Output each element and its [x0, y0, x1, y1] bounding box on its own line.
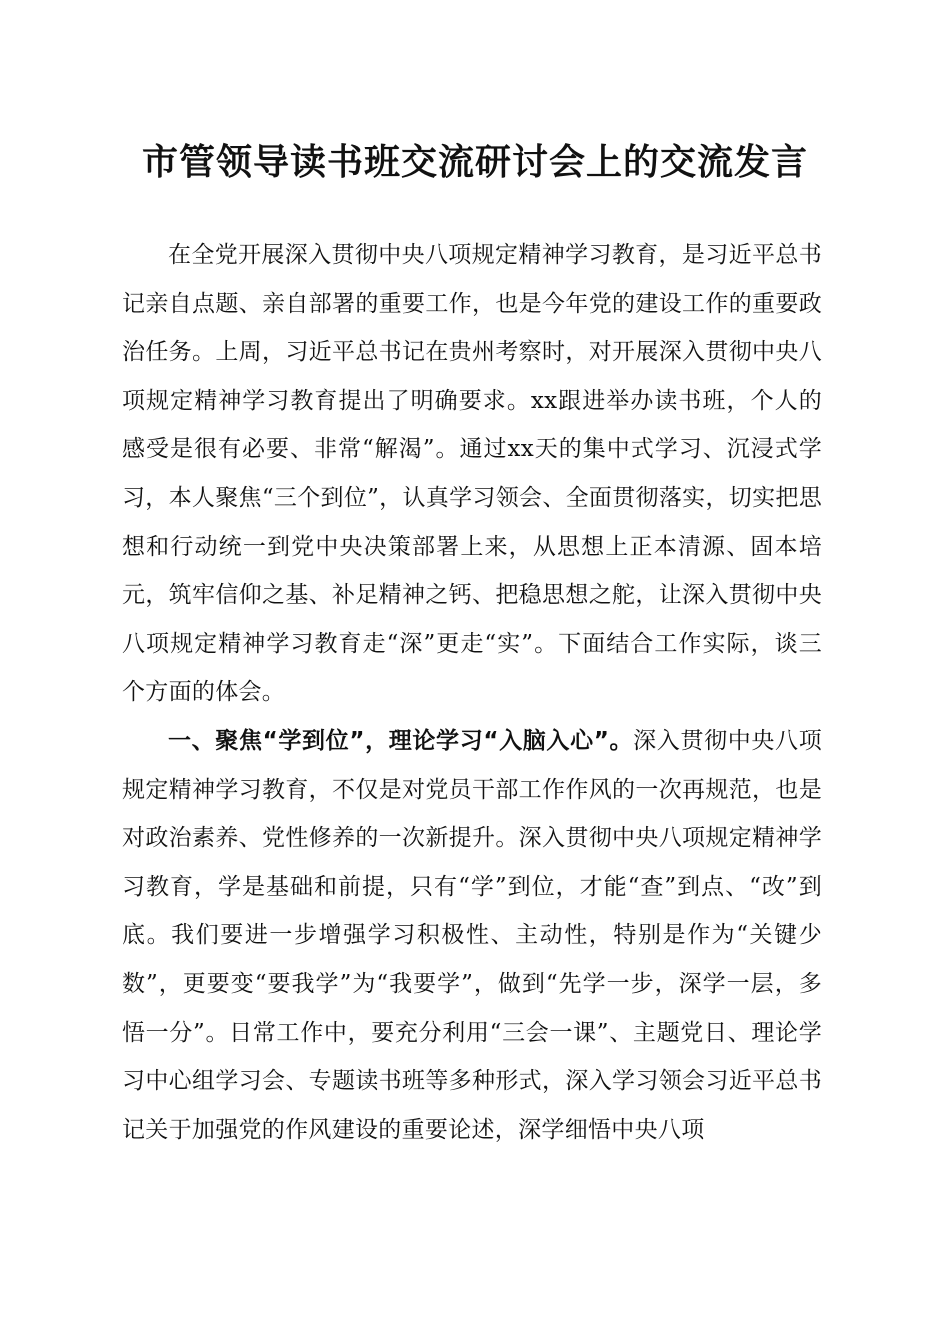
paragraph-section-1: [122, 717, 822, 1154]
document-body: [122, 231, 822, 1154]
paragraph-text: 在全党开展深入贯彻中央八项规定精神学习教育，是习近平总书记亲自点题、亲自部署的重要工作，也是今年党的建设工作的重要政治任务。上周，习近平总书记在贵州考察时，对开展深入贯彻中央八项规定精神学习教育提出了明确要求。xx跟进举办读书班，个人的感受是很有必要、非常“解渴”。通过xx天的集中式学习、沉浸式学习，本人聚焦“三个到位”，认真学习领会、全面贯彻落实，切实把思想和行动统一到党中央决策部署上来，从思想上正本清源、固本培元，筑牢信仰之基、补足精神之钙、把稳思想之舵，让深入贯彻中央八项规定精神学习教育走“深”更走“实”。下面结合工作实际，谈三个方面的体会。: [122, 242, 822, 706]
section-heading: 一、聚焦“学到位”，理论学习“入脑入心”。: [168, 727, 634, 754]
document-title: 市管领导读书班交流研讨会上的交流发言: [141, 141, 808, 183]
paragraph-text: 深入贯彻中央八项规定精神学习教育，不仅是对党员干部工作作风的一次再规范，也是对政治素养、党性修养的一次新提升。深入贯彻中央八项规定精神学习教育，学是基础和前提，只有“学”到位，才能“查”到点、“改”到底。我们要进一步增强学习积极性、主动性，特别是作为“关键少数”，更要变“要我学”为“我要学”，做到“先学一步，深学一层，多悟一分”。日常工作中，要充分利用“三会一课”、主题党日、理论学习中心组学习会、专题读书班等多种形式，深入学习领会习近平总书记关于加强党的作风建设的重要论述，深学细悟中央八项: [122, 727, 822, 1143]
paragraph-intro: [122, 231, 822, 717]
